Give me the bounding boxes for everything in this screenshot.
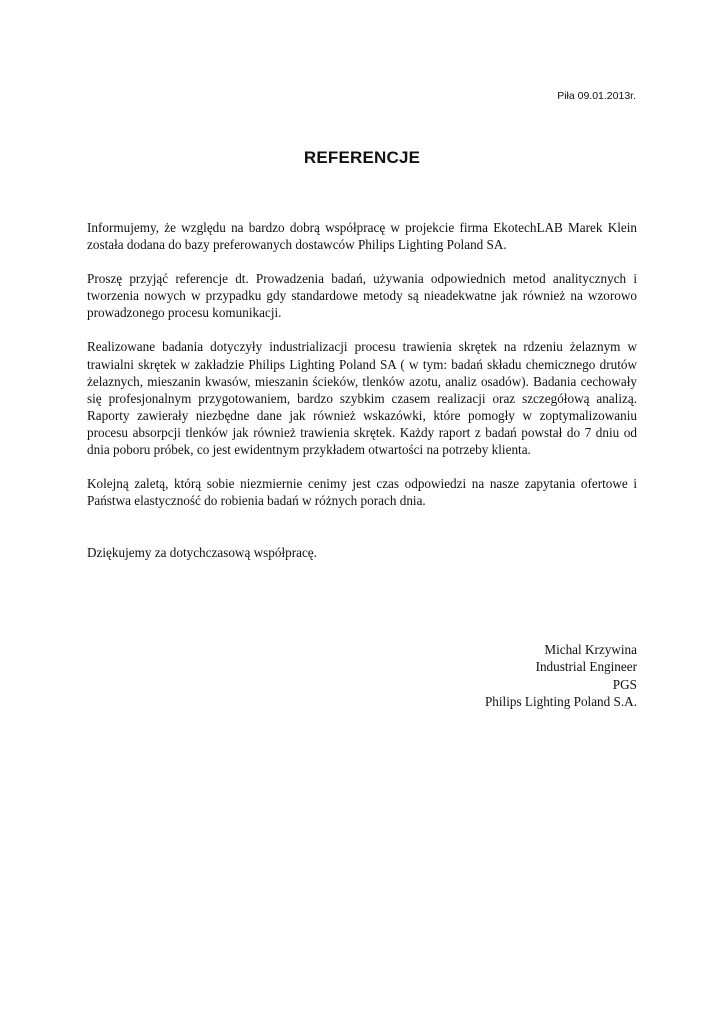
paragraph-research-details: Realizowane badania dotyczyły industrializacji procesu trawienia skrętek na rdzeniu żelaznym w trawialni skrętek w zakładzie Philips Lighting Poland SA ( w tym: badań składu chemicznego drutów żelaznych, mieszanin kwasów, mieszanin ścieków, tlenków azotu, analiz osadów). Badania cechowały się profesjonalnym przygotowaniem, bardzo szybkim czasem realizacji oraz szczegółową analizą. Raporty zawierały niezbędne dane jak również wskazówki, które pomogły w zoptymalizowaniu procesu absorpcji tlenków jak również trawienia skrętek. Każdy raport z badań powstał do 7 dniu od dnia poboru próbek, co jest ewidentnym przykładem otwartości na potrzeby klienta. (87, 339, 637, 458)
document-title: REFERENCJE (303, 148, 421, 167)
signatory-company: Philips Lighting Poland S.A. (484, 694, 637, 710)
closing-thanks: Dziękujemy za dotychczasową współpracę. (87, 545, 317, 560)
signatory-name: Michal Krzywina (544, 642, 637, 657)
paragraph-reference-scope: Proszę przyjąć referencje dt. Prowadzenia badań, używania odpowiednich metod analitycznych i tworzenia nowych w przypadku gdy standardowe metody są nieadekwatne jak również na wzorowo prowadzonego procesu komunikacji. (87, 271, 637, 321)
document-body (87, 219, 637, 526)
signatory-position: Industrial Engineer (535, 659, 637, 675)
paragraph-introduction: Informujemy, że względu na bardzo dobrą współpracę w projekcie firma EkotechLAB Marek Klein została dodana do bazy preferowanych dostawców Philips Lighting Poland SA. (87, 220, 637, 253)
paragraph-advantages: Kolejną zaletą, którą sobie niezmiernie cenimy jest czas odpowiedzi na nasze zapytania ofertowe i Państwa elastyczność do robienia badań w różnych porach dnia. (87, 476, 637, 509)
signatory-unit: PGS (612, 676, 637, 692)
signature-block (485, 641, 637, 711)
document-date: Piła 09.01.2013r. (557, 90, 636, 102)
